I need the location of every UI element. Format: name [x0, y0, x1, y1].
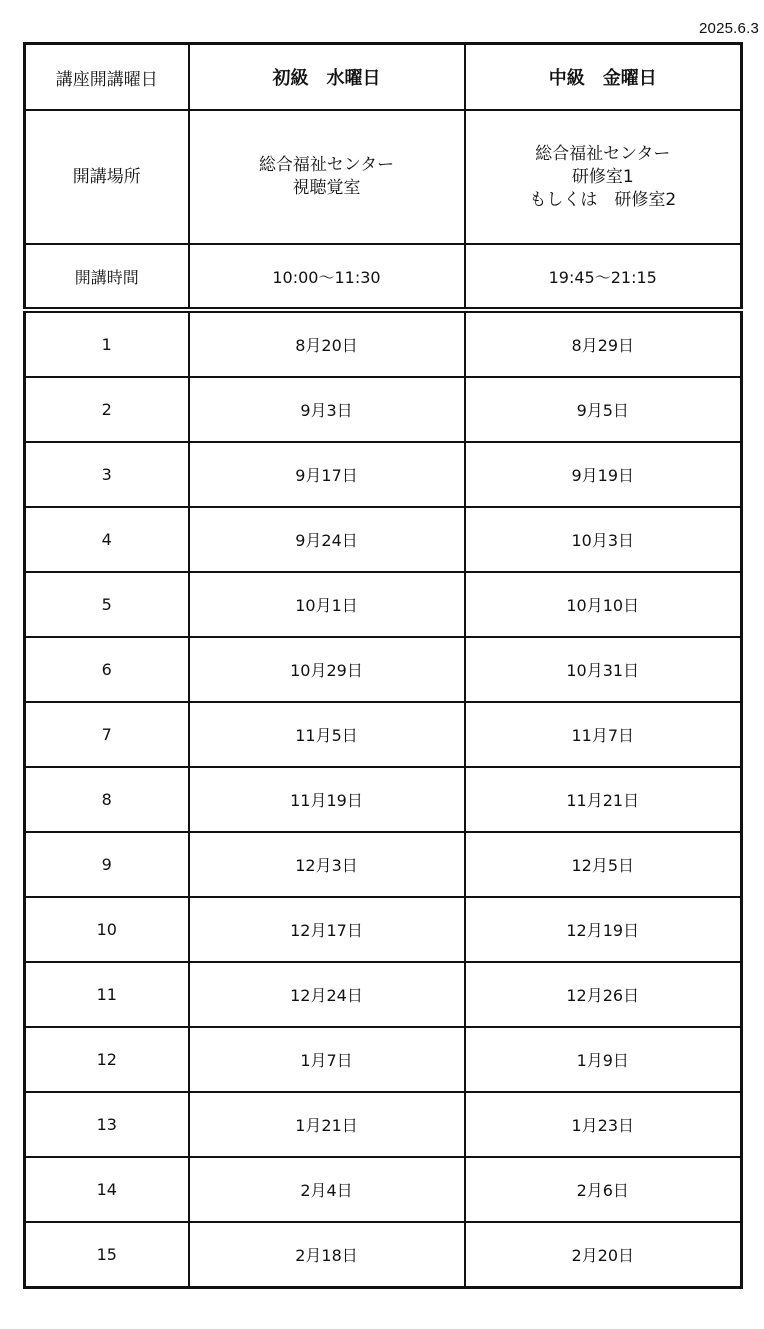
intermediate-date: 12月19日: [465, 897, 742, 962]
session-row: [25, 507, 742, 572]
session-row: [25, 377, 742, 442]
intermediate-date: 9月5日: [465, 377, 742, 442]
day-label-cell: 講座開講曜日: [25, 44, 189, 111]
session-number: 13: [25, 1092, 189, 1157]
intermediate-date: 11月21日: [465, 767, 742, 832]
beginner-date: 12月3日: [189, 832, 465, 897]
document-date: 2025.6.3: [699, 20, 759, 37]
session-number: 15: [25, 1222, 189, 1288]
session-row: [25, 442, 742, 507]
session-number: 7: [25, 702, 189, 767]
beginner-date: 2月4日: [189, 1157, 465, 1222]
session-number: 14: [25, 1157, 189, 1222]
session-row: [25, 832, 742, 897]
beginner-date: 9月3日: [189, 377, 465, 442]
session-list: [25, 310, 742, 1288]
session-row: [25, 637, 742, 702]
place-label: 開講場所: [25, 110, 189, 244]
place-row: [25, 110, 742, 244]
session-row: [25, 767, 742, 832]
session-number: 10: [25, 897, 189, 962]
session-row: [25, 1092, 742, 1157]
intermediate-date: 2月6日: [465, 1157, 742, 1222]
beginner-date: 11月19日: [189, 767, 465, 832]
beginner-date: 10月29日: [189, 637, 465, 702]
intermediate-date: 12月5日: [465, 832, 742, 897]
beginner-date: 12月24日: [189, 962, 465, 1027]
session-row: [25, 897, 742, 962]
intermediate-date: 1月23日: [465, 1092, 742, 1157]
intermediate-date: 10月3日: [465, 507, 742, 572]
intermediate-place-line: もしくは 研修室2: [529, 189, 677, 210]
intermediate-place-line: 総合福祉センター: [535, 143, 671, 164]
beginner-date: 11月5日: [189, 702, 465, 767]
session-number: 5: [25, 572, 189, 637]
intermediate-date: 1月9日: [465, 1027, 742, 1092]
intermediate-date: 2月20日: [465, 1222, 742, 1288]
session-row: [25, 1157, 742, 1222]
session-number: 1: [25, 310, 189, 377]
beginner-place: [189, 110, 465, 244]
session-number: 12: [25, 1027, 189, 1092]
beginner-date: 9月24日: [189, 507, 465, 572]
intermediate-time: 19:45～21:15: [465, 244, 742, 310]
session-number: 2: [25, 377, 189, 442]
intermediate-date: 10月10日: [465, 572, 742, 637]
beginner-date: 12月17日: [189, 897, 465, 962]
intermediate-place-line: 研修室1: [571, 166, 634, 187]
beginner-place-line: 視聴覚室: [292, 178, 361, 198]
beginner-date: 1月7日: [189, 1027, 465, 1092]
header-row: [25, 44, 742, 111]
session-number: 6: [25, 637, 189, 702]
beginner-date: 2月18日: [189, 1222, 465, 1288]
intermediate-place: [465, 110, 742, 244]
session-row: [25, 1027, 742, 1092]
intermediate-date: 12月26日: [465, 962, 742, 1027]
time-label: 開講時間: [25, 244, 189, 310]
session-number: 3: [25, 442, 189, 507]
session-number: 9: [25, 832, 189, 897]
session-row: [25, 962, 742, 1027]
beginner-header: 初級 水曜日: [189, 44, 465, 111]
time-row: [25, 244, 742, 310]
session-row: [25, 572, 742, 637]
session-number: 4: [25, 507, 189, 572]
session-number: 11: [25, 962, 189, 1027]
beginner-date: 10月1日: [189, 572, 465, 637]
intermediate-date: 9月19日: [465, 442, 742, 507]
beginner-date: 1月21日: [189, 1092, 465, 1157]
course-schedule-table: [23, 42, 743, 1289]
beginner-date: 9月17日: [189, 442, 465, 507]
session-number: 8: [25, 767, 189, 832]
beginner-date: 8月20日: [189, 310, 465, 377]
beginner-place-line: 総合福祉センター: [258, 155, 395, 175]
session-row: [25, 1222, 742, 1288]
beginner-time: 10:00～11:30: [189, 244, 465, 310]
session-row: [25, 310, 742, 377]
intermediate-date: 8月29日: [465, 310, 742, 377]
session-row: [25, 702, 742, 767]
intermediate-date: 11月7日: [465, 702, 742, 767]
intermediate-date: 10月31日: [465, 637, 742, 702]
intermediate-header: 中級 金曜日: [465, 44, 742, 111]
